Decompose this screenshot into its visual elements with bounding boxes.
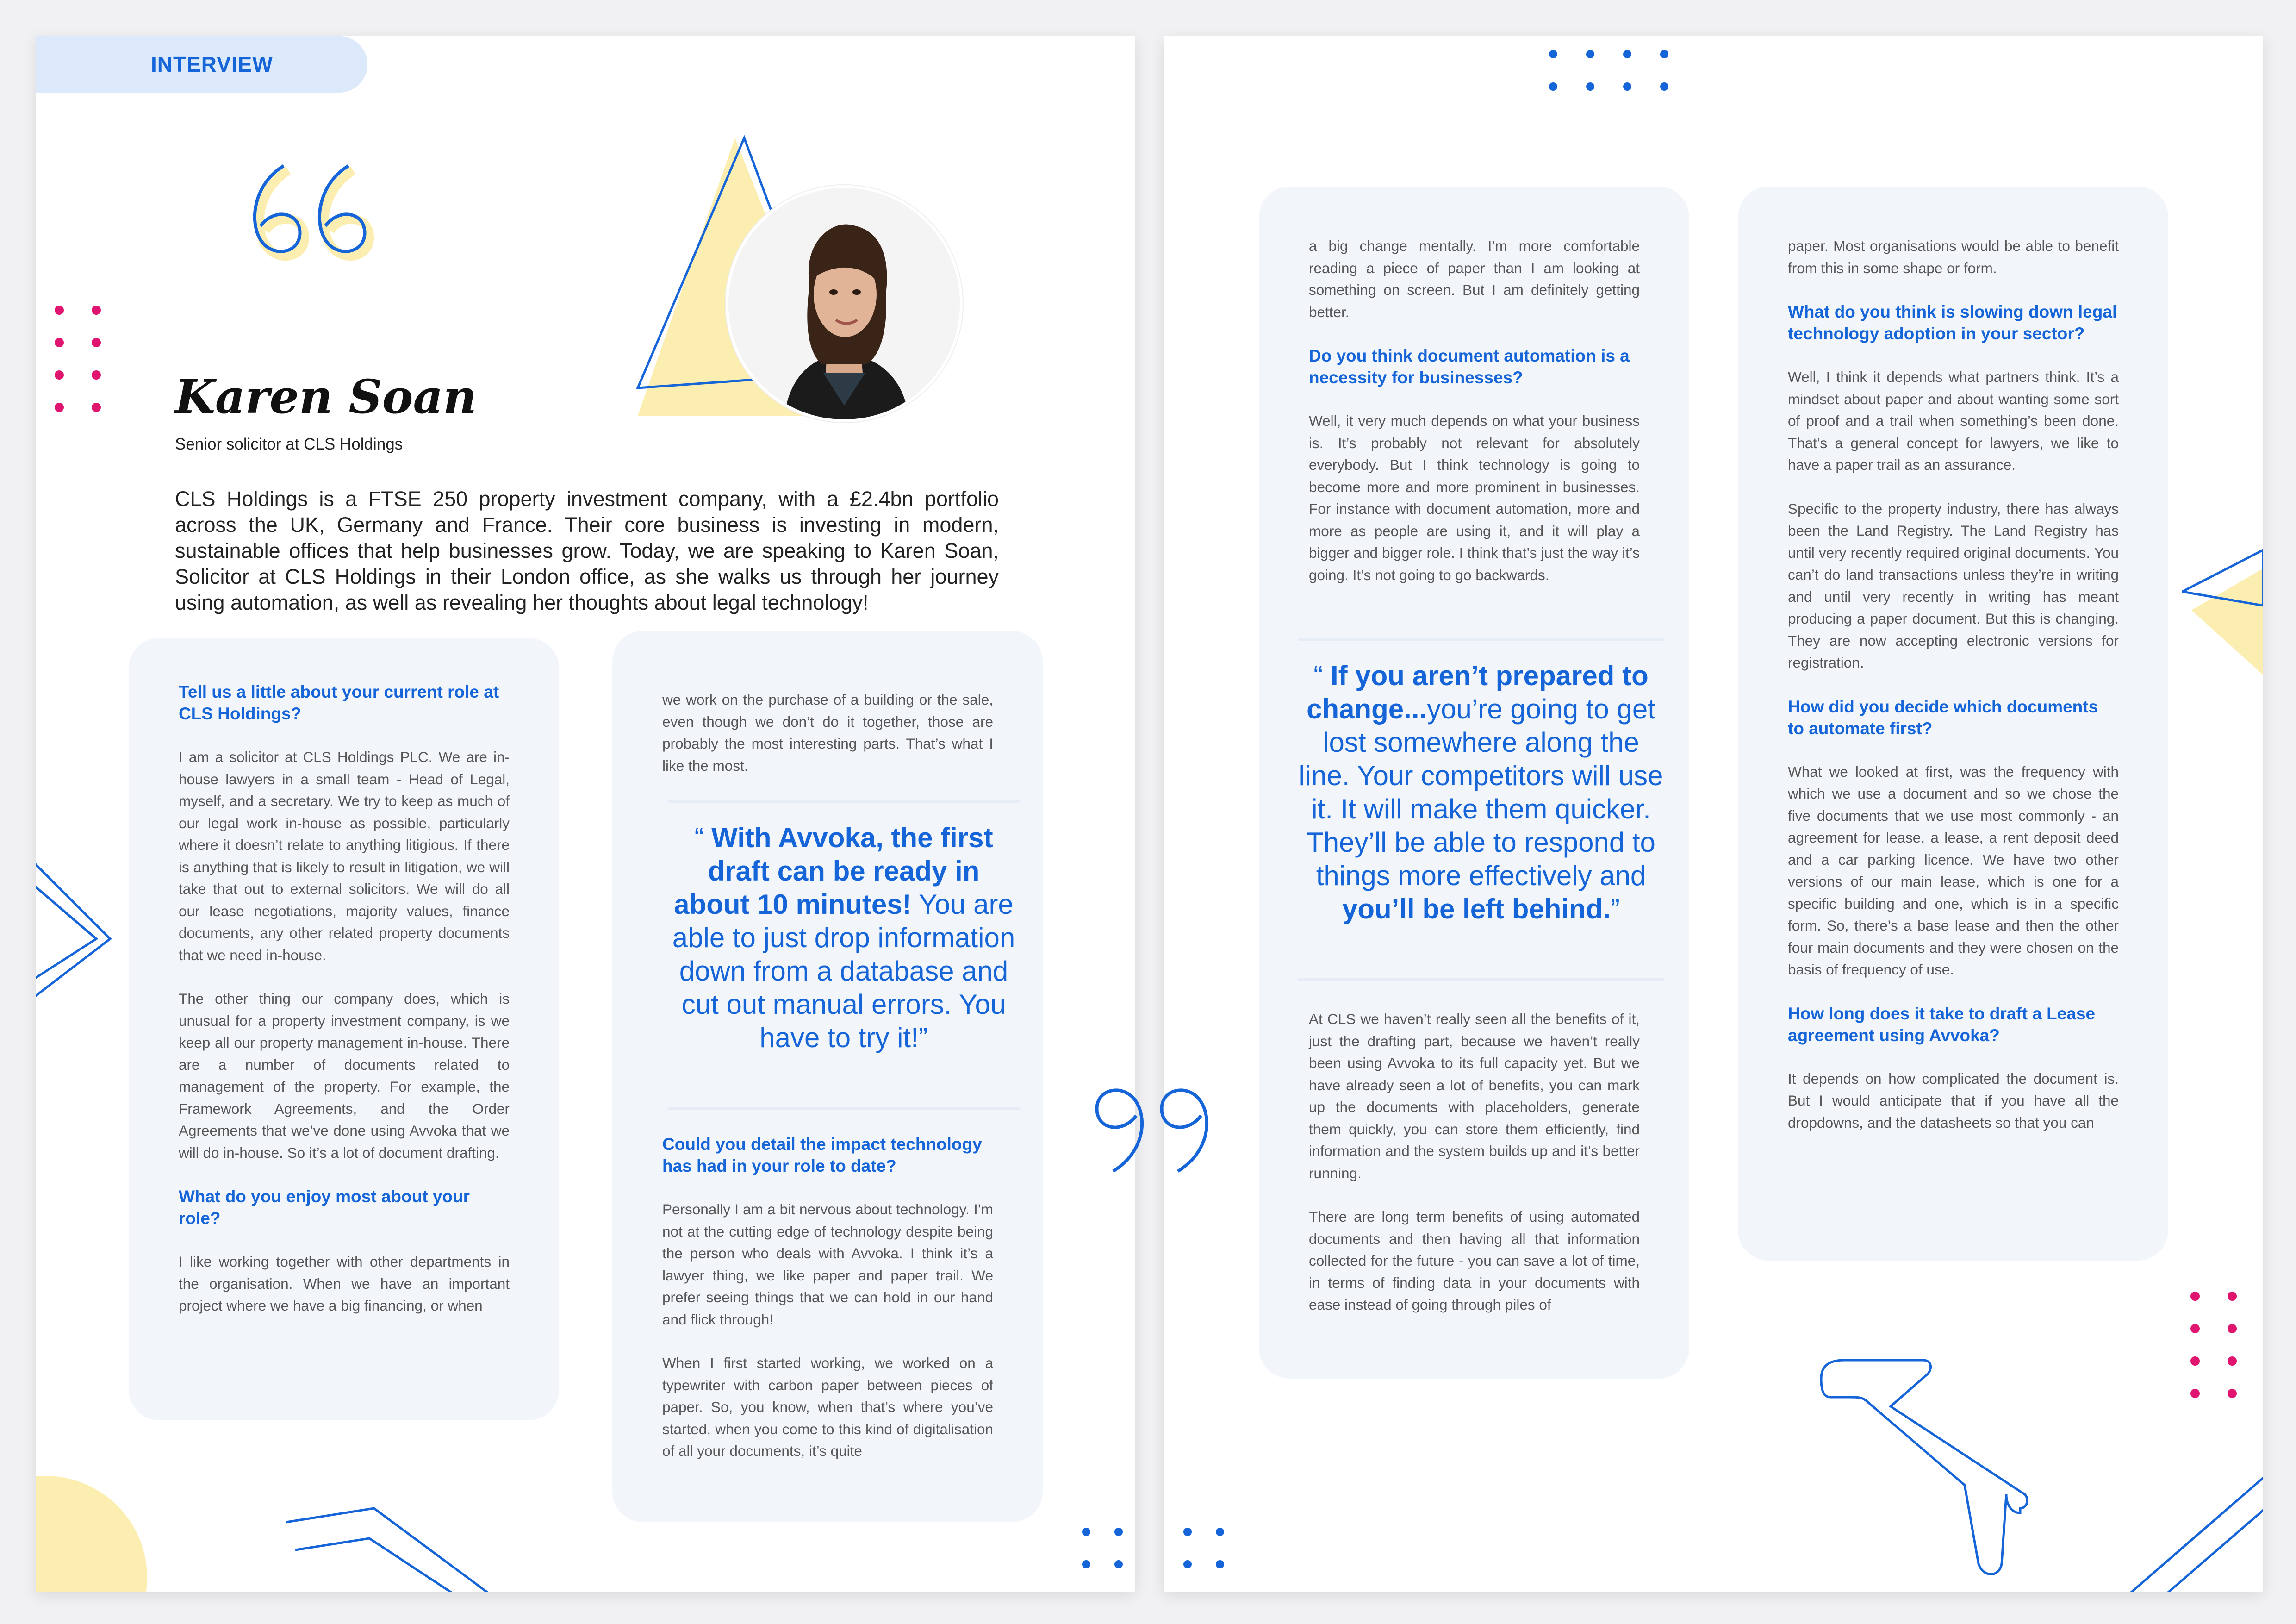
dot — [92, 403, 101, 412]
dot — [1183, 1560, 1192, 1568]
portrait-photo — [728, 188, 960, 419]
avatar — [726, 185, 963, 422]
column-3 — [1309, 235, 1640, 608]
answer-paragraph: we work on the purchase of a building or the sale, even though we don’t do it together, those are probably the most interesting parts. That’s what I like the most. — [662, 691, 993, 774]
dot — [1183, 1528, 1192, 1536]
dot — [2190, 1356, 2200, 1366]
question-heading: What do you think is slowing down legal technology adoption in your sector? — [1788, 302, 2117, 343]
intro-paragraph: CLS Holdings is a FTSE 250 property investment company, with a £2.4bn portfolio across the UK, Germany and France. Their core business is investing in modern, sustainable offices that help businesses grow. Today, we are speaking to Karen Soan, Solicitor at CLS Holdings in their London office, as she walks us through her journey using automation, as well as revealing her thoughts about legal technology! — [175, 487, 999, 614]
pull-quote-highlight: If you aren’t prepared to change... — [1307, 660, 1649, 725]
diagonal-lines-decoration — [2127, 1476, 2263, 1592]
answer-paragraph: Well, I think it depends what partners think. It’s a mindset about paper and about wanting some sort of proof and a trail when something’s been done. That’s a general concept for lawyers, we like to have a paper trail as an assurance. — [1788, 369, 2119, 473]
person-title: Senior solicitor at CLS Holdings — [175, 435, 403, 453]
section-tag: INTERVIEW — [36, 36, 367, 93]
dot — [2228, 1356, 2237, 1366]
close-quote-icon — [1088, 1079, 1245, 1199]
zigzag-decoration — [36, 842, 133, 999]
dot — [55, 403, 64, 412]
pull-quote-highlight: With Avvoka, the first draft can be ready in about 10 minutes! — [674, 822, 993, 920]
yellow-circle-decoration — [36, 1476, 147, 1592]
answer-paragraph: paper. Most organisations would be able to benefit from this in some shape or form. — [1788, 237, 2119, 276]
answer-paragraph: Well, it very much depends on what your business is. It’s probably not relevant for absolutely everybody. But I think technology is going to become more and more prominent in businesses. For instance with document automation, more and more as people are using it, and it will play a bigger and bigger role. I think that’s just the way it’s going. It’s not going to go backwards. — [1309, 412, 1640, 583]
answer-paragraph: It depends on how complicated the document is. But I would anticipate that if you have all the dropdowns, and the datasheets so that you can — [1788, 1070, 2119, 1131]
dot — [2228, 1389, 2237, 1398]
dot — [2228, 1292, 2237, 1301]
column-2-continued — [662, 1133, 993, 1484]
dot — [1586, 50, 1594, 58]
dot — [2190, 1324, 2200, 1333]
dot — [1660, 50, 1668, 58]
pull-quote: “ If you aren’t prepared to change...you’re going to get lost somewhere along the line. Your competitors will use it. It will make them quicker. They’ll be able to respond to things more effectively and you’ll be left behind.” — [1298, 638, 1664, 981]
question-heading: What do you enjoy most about your role? — [179, 1187, 470, 1228]
answer-paragraph: Personally I am a bit nervous about technology. I’m not at the cutting edge of technology despite being the person who deals with Avvoka. I think it’s a lawyer thing, we like paper and paper trail. We prefer seeing things that we can hold in our hand and flick through! — [662, 1201, 993, 1328]
dot — [1660, 82, 1668, 91]
zigzag-decoration — [1812, 1346, 2034, 1587]
question-heading: Tell us a little about your current role at CLS Holdings? — [179, 682, 499, 723]
triangle-decoration — [2182, 541, 2263, 680]
answer-paragraph: There are long term benefits of using automated documents and then having all that information collected for the future - you can save a lot of time, in terms of finding data in your documents with ease instead of going through piles of — [1309, 1208, 1640, 1313]
dot — [92, 306, 101, 315]
dot — [1114, 1560, 1123, 1568]
open-quote-icon — [235, 152, 374, 281]
dot — [2190, 1389, 2200, 1398]
dot — [55, 338, 64, 347]
dot — [55, 306, 64, 315]
person-name: Karen Soan — [175, 369, 477, 424]
answer-paragraph: I am a solicitor at CLS Holdings PLC. We are in-house lawyers in a small team - Head of Legal, myself, and a secretary. We try to keep as much of our legal work in-house as possible, particularly where it doesn’t relate to anything litigious. If there is anything that is likely to result in litigation, we will take that out to external solicitors. We will do all our lease negotiations, majority values, finance documents, any other related property documents that we need in-house. — [179, 749, 510, 963]
pull-quote-highlight: you’ll be left behind. — [1342, 893, 1611, 924]
dot — [1623, 50, 1631, 58]
zigzag-decoration — [277, 1494, 517, 1592]
column-1 — [179, 681, 510, 1339]
answer-paragraph: Specific to the property industry, there has always been the Land Registry. The Land Registry has until very recently required original documents. You can’t do land transactions unless they’re in writing and until very recently in writing has meant producing a paper document. But this is changing. They are now accepting electronic versions for registration. — [1788, 500, 2119, 671]
dot — [1082, 1560, 1090, 1568]
answer-paragraph: What we looked at first, was the frequency with which we use a document and so we chose the five documents that we use most commonly - an agreement for lease, a lease, a rent deposit deed and a car parking licence. We have two other versions of our main lease, which is one for a specific building and one, which is in a specific form. So, there’s a base lease and then the other four main documents and they were chosen on the basis of frequency of use. — [1788, 763, 2119, 978]
dot — [2190, 1292, 2200, 1301]
answer-paragraph: At CLS we haven’t really seen all the benefits of it, just the drafting part, because we haven’t really been using Avvoka to its full capacity yet. But we have already seen a lot of benefits, you can mark up the documents with placeholders, generate them quickly, you can store them efficiently, find information and the system builds up and it’s better running. — [1309, 1011, 1640, 1181]
dot — [1216, 1528, 1224, 1536]
dot — [55, 370, 64, 380]
right-page — [1164, 36, 2263, 1592]
dot — [1549, 50, 1557, 58]
question-heading: Do you think document automation is a necessity for businesses? — [1309, 346, 1630, 387]
dot — [1623, 82, 1631, 91]
column-2 — [662, 689, 993, 799]
column-4 — [1788, 235, 2119, 1156]
answer-paragraph: When I first started working, we worked on a typewriter with carbon paper between pieces of paper. So, you know, when that’s where you’ve started, when you come to this kind of digitalisation of all your documents, it’s quite — [662, 1355, 993, 1459]
answer-paragraph: I like working together with other departments in the organisation. When we have an important project where we have a big financing, or when — [179, 1253, 510, 1314]
dot — [1082, 1528, 1090, 1536]
dot — [1114, 1528, 1123, 1536]
dot — [1216, 1560, 1224, 1568]
column-3-continued — [1309, 1008, 1640, 1338]
dot — [92, 370, 101, 380]
dot — [2228, 1324, 2237, 1333]
left-page — [36, 36, 1135, 1592]
answer-paragraph: The other thing our company does, which is unusual for a property investment company, is we keep all our property management in-house. There are a number of documents related to management of the property. For example, the Framework Agreements, and the Order Agreements that we’ve done using Avvoka that we will do in-house. So it’s a lot of document drafting. — [179, 990, 510, 1161]
pull-quote: “ With Avvoka, the first draft can be ready in about 10 minutes! You are able to just drop information down from a database and cut out manual errors. You have to try it!” — [668, 800, 1020, 1110]
question-heading: How long does it take to draft a Lease agreement using Avvoka? — [1788, 1004, 2096, 1045]
question-heading: Could you detail the impact technology has had in your role to date? — [662, 1135, 982, 1175]
dot — [1586, 82, 1594, 91]
question-heading: How did you decide which documents to automate first? — [1788, 697, 2098, 738]
answer-paragraph: a big change mentally. I’m more comfortable reading a piece of paper than I am looking at something on screen. But I am definitely getting better. — [1309, 237, 1640, 320]
dot — [92, 338, 101, 347]
dot — [1549, 82, 1557, 91]
